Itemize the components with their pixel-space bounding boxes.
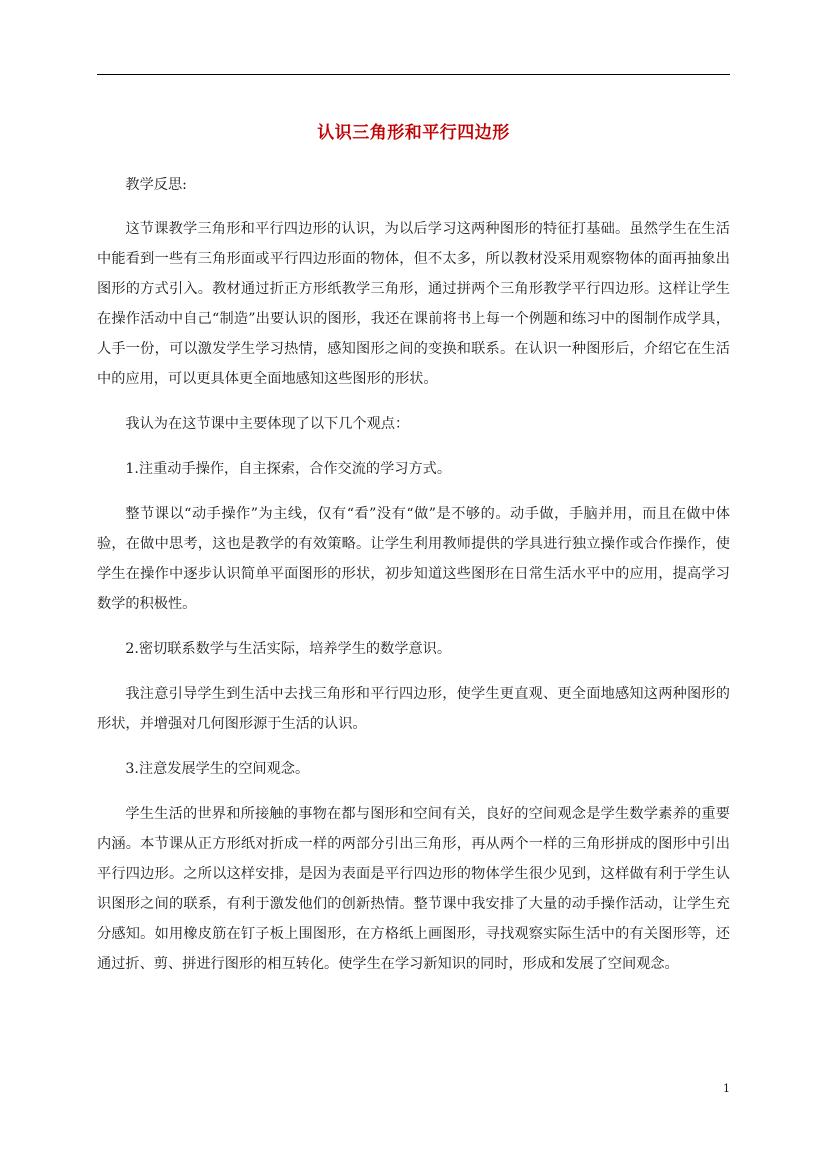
point-heading-3: 3.注意发展学生的空间观念。 — [125, 761, 310, 777]
header-rule — [97, 74, 730, 75]
paragraph-viewpoints: 我认为在这节课中主要体现了以下几个观点： — [125, 416, 410, 432]
paragraph-point-2: 我注意引导学生到生活中去找三角形和平行四边形，使学生更直观、更全面地感知这两种图形的形状，并增强对几何图形源于生活的认识。 — [97, 686, 730, 732]
paragraph-point-3: 学生生活的世界和所接触的事物在都与图形和空间有关，良好的空间观念是学生数学素养的重要内涵。本节课从正方形纸对折成一样的两部分引出三角形，再从两个一样的三角形拼成的图形中引出平行四边形。之所以这样安排，是因为表面是平行四边形的物体学生很少见到，这样做有利于学生认识图形之间的联系，有利于激发他们的创新热情。整节课中我安排了大量的动手操作活动，让学生充分感知。如用橡皮筋在钉子板上围图形，在方格纸上画图形，寻找观察实际生活中的有关图形等，还通过折、剪、拼进行图形的相互转化。使学生在学习新知识的同时，形成和发展了空间观念。 — [97, 806, 730, 972]
document-body — [97, 170, 730, 994]
point-heading-1: 1.注重动手操作，自主探索，合作交流的学习方式。 — [125, 461, 452, 477]
page-number: 1 — [723, 1082, 730, 1095]
point-heading-2: 2.密切联系数学与生活实际，培养学生的数学意识。 — [125, 641, 452, 657]
paragraph-point-1: 整节课以“动手操作”为主线，仅有“看”没有“做”是不够的。动手做，手脑并用，而且在做中体验，在做中思考，这也是教学的有效策略。让学生利用教师提供的学具进行独立操作或合作操作，使学生在操作中逐步认识简单平面图形的形状，初步知道这些图形在日常生活水平中的应用，提高学习数学的积极性。 — [97, 506, 730, 612]
section-label: 教学反思: — [125, 177, 187, 193]
paragraph-intro: 这节课教学三角形和平行四边形的认识，为以后学习这两种图形的特征打基础。虽然学生在生活中能看到一些有三角形面或平行四边形面的物体，但不太多，所以教材没采用观察物体的面再抽象出图形的方式引入。教材通过折正方形纸教学三角形，通过拼两个三角形教学平行四边形。这样让学生在操作活动中自己“制造”出要认识的图形，我还在课前将书上每一个例题和练习中的图制作成学具，人手一份，可以激发学生学习热情，感知图形之间的变换和联系。在认识一种图形后，介绍它在生活中的应用，可以更具体更全面地感知这些图形的形状。 — [97, 221, 730, 387]
document-title: 认识三角形和平行四边形 — [317, 123, 510, 143]
